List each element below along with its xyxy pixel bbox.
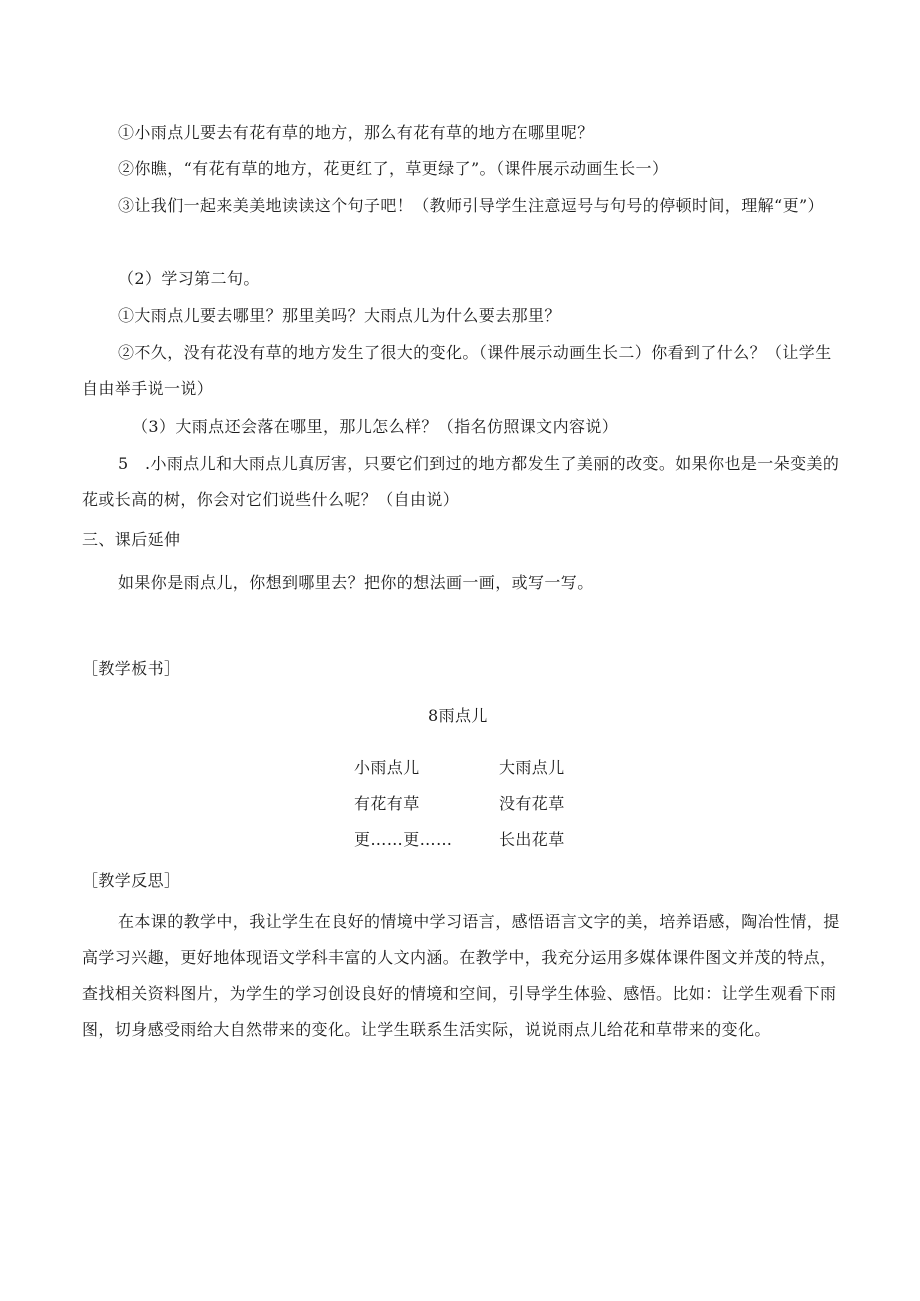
board-label: ［教学板书］	[82, 659, 181, 678]
sub-heading-second-sentence: （2）学习第二句。	[118, 269, 260, 288]
reflection-body: 在本课的教学中，我让学生在良好的情境中学习语言，感悟语言文字的美，培养语感，陶冶性情，提高学习兴趣，更好地体现语文学科丰富的人文内涵。在教学中，我充分运用多媒体课件图文并茂的特点，查找相关资料图片，为学生的学习创设良好的情境和空间，引导学生体验、感悟。比如：让学生观看下雨图，切身感受雨给大自然带来的变化。让学生联系生活实际，说说雨点儿给花和草带来的变化。	[82, 912, 840, 1039]
step-question-2: ②你瞧，“有花有草的地方，花更红了，草更绿了”。（课件展示动画生长一）	[118, 159, 669, 178]
board-row-2-right: 没有花草	[499, 794, 565, 813]
board-row-1-right: 大雨点儿	[499, 758, 565, 777]
step-question-3: ③让我们一起来美美地读读这个句子吧！（教师引导学生注意逗号与句号的停顿时间，理解“更”）	[118, 196, 824, 215]
board-row-1-left: 小雨点儿	[354, 758, 420, 777]
step-question-1: ①小雨点儿要去有花有草的地方，那么有花有草的地方在哪里呢？	[118, 123, 594, 142]
reflection-label: ［教学反思］	[82, 871, 181, 890]
board-row-3-right: 长出花草	[499, 830, 565, 849]
board-title: 8雨点儿	[428, 706, 488, 725]
sub-heading-big-raindrop: （3）大雨点还会落在哪里，那儿怎么样？（指名仿照课文内容说）	[132, 417, 619, 436]
section-three-heading: 三、课后延伸	[82, 530, 181, 549]
step-question-4: ①大雨点儿要去哪里？那里美吗？大雨点儿为什么要去那里？	[118, 306, 561, 325]
board-row-2-left: 有花有草	[354, 794, 420, 813]
step-question-5: ②不久，没有花没有草的地方发生了很大的变化。（课件展示动画生长二）你看到了什么？（让学生自由举手说一说）	[82, 343, 832, 398]
board-row-3-left: 更……更……	[354, 830, 453, 849]
section-three-body: 如果你是雨点儿，你想到哪里去？把你的想法画一画，或写一写。	[118, 573, 594, 592]
step-5-paragraph: 5 .小雨点儿和大雨点儿真厉害，只要它们到过的地方都发生了美丽的改变。如果你也是一朵变美的花或长高的树，你会对它们说些什么呢？（自由说）	[82, 454, 840, 509]
